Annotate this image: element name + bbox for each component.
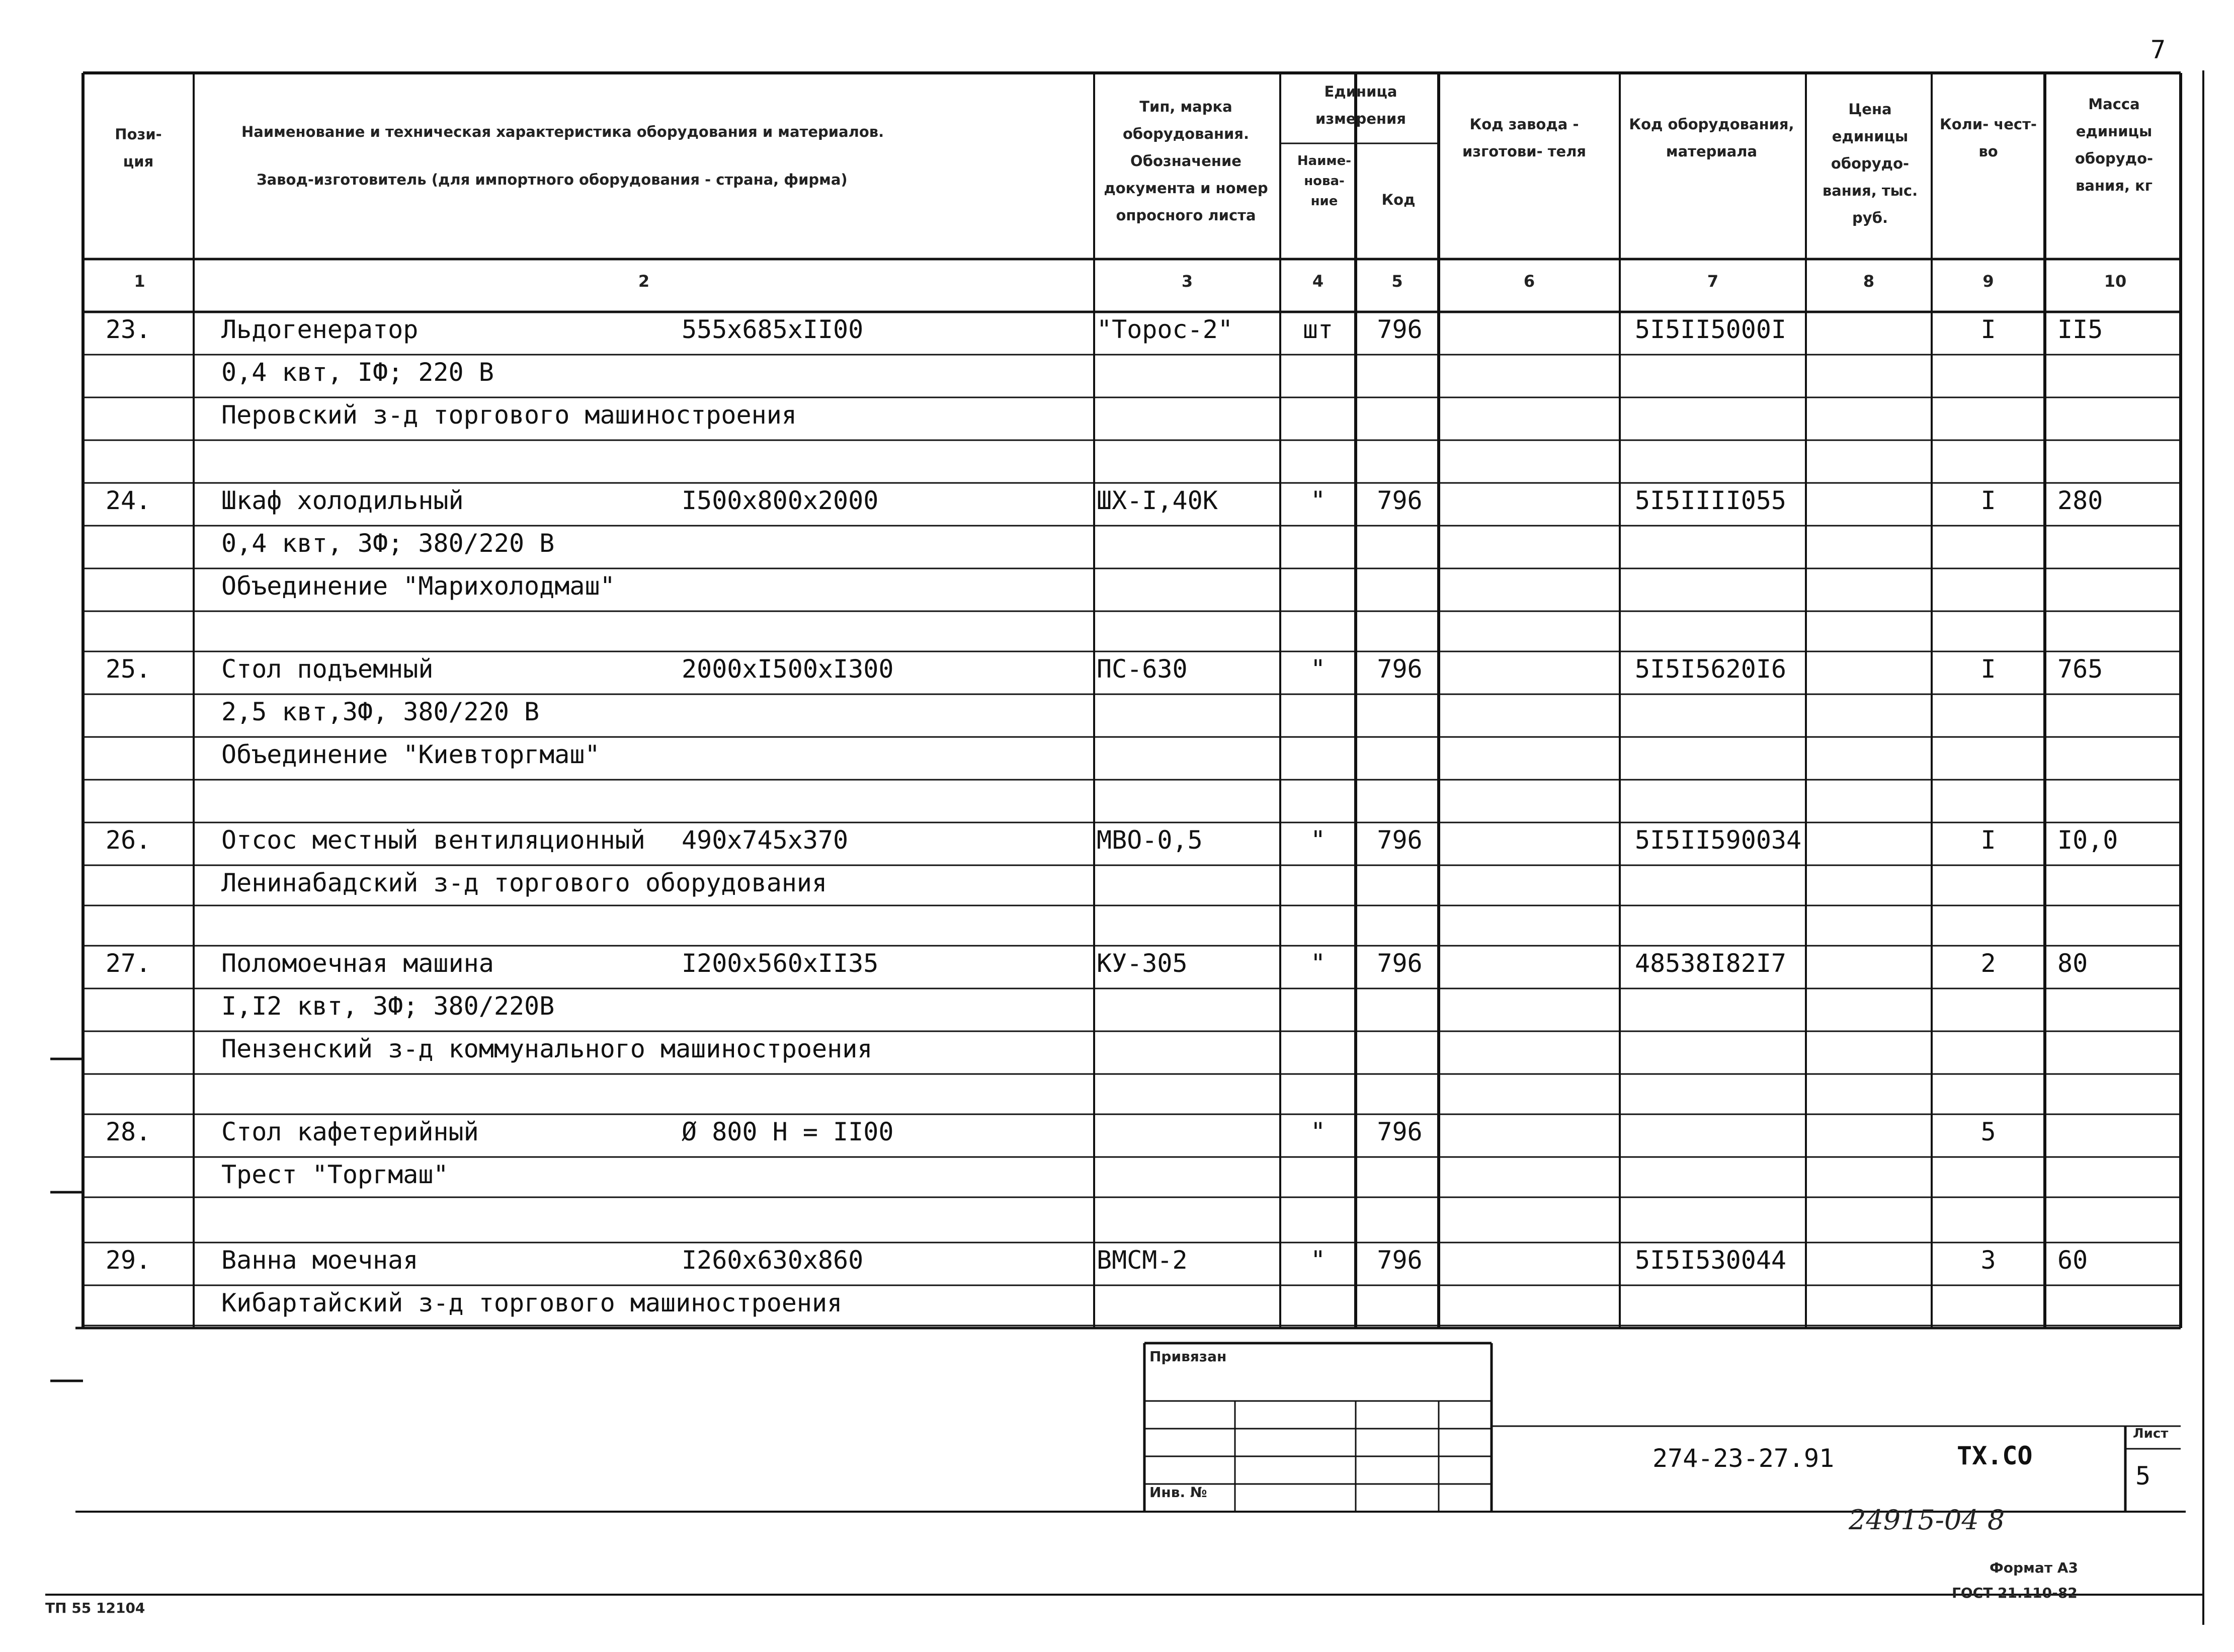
row-type: ПС-630 <box>1097 654 1188 684</box>
header-equipment-code: Код оборудования, материала <box>1629 116 1794 160</box>
tp-number: ТП 55 12104 <box>45 1600 145 1616</box>
col-number-2: 2 <box>638 272 650 291</box>
header-price: Цена единицы оборудо- вания, тыс. руб. <box>1822 101 1918 226</box>
row-name: Объединение "Киевторгмаш" <box>221 740 600 769</box>
row-unit: " <box>1310 825 1326 855</box>
row-dimensions: 555x685xII00 <box>682 315 864 344</box>
row-name: Поломоечная машина <box>221 949 494 978</box>
row-name: I,I2 квт, 3Ф; 380/220В <box>221 992 555 1021</box>
row-name: 2,5 квт,3Ф, 380/220 В <box>221 697 540 726</box>
col-number-1: 1 <box>134 272 145 291</box>
row-position: 26. <box>105 825 151 855</box>
header-name-line2: Завод-изготовитель (для импортного оборудования - страна, фирма) <box>257 171 848 188</box>
row-position: 23. <box>105 315 151 344</box>
row-name: Стол кафетерийный <box>221 1117 479 1146</box>
row-mass: 60 <box>2057 1246 2088 1275</box>
row-unit-code: 796 <box>1377 654 1423 684</box>
row-name: Шкаф холодильный <box>221 486 464 515</box>
row-position: 28. <box>105 1117 151 1146</box>
header-type: Тип, марка оборудования. Обозначение документа и номер опросного листа <box>1104 98 1268 224</box>
row-unit-code: 796 <box>1377 486 1423 515</box>
row-name: Кибартайский з-д торгового машиностроения <box>221 1288 843 1317</box>
row-position: 24. <box>105 486 151 515</box>
row-position: 29. <box>105 1246 151 1275</box>
row-unit: шт <box>1302 315 1334 344</box>
header-name-line1: Наименование и техническая характеристика оборудования и материалов. <box>241 123 884 140</box>
row-position: 27. <box>105 949 151 978</box>
col-number-6: 6 <box>1523 272 1535 291</box>
row-dimensions: Ø 800 Н = II00 <box>682 1117 894 1146</box>
row-unit: " <box>1310 1117 1326 1146</box>
row-unit-code: 796 <box>1377 1117 1423 1146</box>
sheet-label: Лист <box>2133 1426 2169 1441</box>
row-name: Пензенский з-д коммунального машиностроения <box>221 1034 873 1063</box>
row-quantity: I <box>1980 486 1996 515</box>
row-name: Стол подъемный <box>221 654 434 684</box>
stamp-privyazan: Привязан <box>1149 1348 1227 1365</box>
row-dimensions: I260x630x860 <box>682 1246 864 1275</box>
row-quantity: I <box>1980 654 1996 684</box>
row-position: 25. <box>105 654 151 684</box>
stamp-inventory-number: Инв. № <box>1149 1484 1207 1501</box>
row-dimensions: 490x745x370 <box>682 825 849 855</box>
header-unit-group: Единица измерения <box>1315 83 1406 127</box>
row-name: 0,4 квт, 3Ф; 380/220 В <box>221 529 555 558</box>
header-position: Пози- ция <box>115 126 162 170</box>
gost-label: ГОСТ 21.110-82 <box>1952 1585 2078 1601</box>
row-quantity: 5 <box>1980 1117 1996 1146</box>
format-label: Формат А3 <box>1990 1559 2078 1576</box>
sheet-number: 5 <box>2135 1461 2151 1491</box>
document-code: ТХ.СО <box>1957 1441 2033 1470</box>
col-number-10: 10 <box>2104 272 2127 291</box>
header-unit-name: Наиме- нова- ние <box>1297 153 1352 209</box>
col-number-7: 7 <box>1707 272 1719 291</box>
row-name: Перовский з-д торгового машиностроения <box>221 400 797 430</box>
col-number-4: 4 <box>1312 272 1324 291</box>
col-number-3: 3 <box>1181 272 1193 291</box>
row-name: Трест "Торгмаш" <box>221 1160 449 1189</box>
row-equipment-code: 5I5IIII055 <box>1635 486 1787 515</box>
row-name: Льдогенератор <box>221 315 419 344</box>
row-type: МВО-0,5 <box>1097 825 1203 855</box>
row-mass: 765 <box>2057 654 2103 684</box>
row-quantity: I <box>1980 315 1996 344</box>
row-unit: " <box>1310 654 1326 684</box>
col-number-9: 9 <box>1982 272 1994 291</box>
row-equipment-code: 5I5I5620I6 <box>1635 654 1787 684</box>
row-name: 0,4 квт, IФ; 220 В <box>221 358 494 387</box>
corner-sheet-number: 7 <box>2150 35 2166 64</box>
header-quantity: Коли- чест- во <box>1940 116 2037 160</box>
row-unit-code: 796 <box>1377 1246 1423 1275</box>
row-mass: II5 <box>2057 315 2103 344</box>
row-unit-code: 796 <box>1377 949 1423 978</box>
row-unit-code: 796 <box>1377 315 1423 344</box>
row-type: ВМСМ-2 <box>1097 1246 1188 1275</box>
header-factory-code: Код завода - изготови- теля <box>1462 116 1587 160</box>
header-unit-code: Код <box>1381 191 1416 208</box>
row-dimensions: 2000xI500xI300 <box>682 654 894 684</box>
row-unit: " <box>1310 486 1326 515</box>
row-unit: " <box>1310 949 1326 978</box>
row-equipment-code: 5I5I530044 <box>1635 1246 1787 1275</box>
row-mass: I0,0 <box>2057 825 2118 855</box>
row-dimensions: I500x800x2000 <box>682 486 879 515</box>
header-mass: Масса единицы оборудо- вания, кг <box>2075 96 2154 194</box>
col-number-5: 5 <box>1391 272 1403 291</box>
row-dimensions: I200x560xII35 <box>682 949 879 978</box>
row-equipment-code: 5I5II590034 <box>1635 825 1802 855</box>
row-type: "Торос-2" <box>1097 315 1233 344</box>
row-unit: " <box>1310 1246 1326 1275</box>
row-name: Ленинабадский з-д торгового оборудования <box>221 868 828 897</box>
row-equipment-code: 5I5II5000I <box>1635 315 1787 344</box>
row-quantity: I <box>1980 825 1996 855</box>
row-quantity: 2 <box>1980 949 1996 978</box>
document-number: 274-23-27.91 <box>1652 1444 1835 1473</box>
handwritten-number: 24915-04 8 <box>1849 1504 2005 1536</box>
row-equipment-code: 48538I82I7 <box>1635 949 1787 978</box>
row-quantity: 3 <box>1980 1246 1996 1275</box>
row-mass: 280 <box>2057 486 2103 515</box>
row-unit-code: 796 <box>1377 825 1423 855</box>
row-name: Объединение "Марихолодмаш" <box>221 571 615 601</box>
row-mass: 80 <box>2057 949 2088 978</box>
row-type: ШХ-I,40К <box>1097 486 1218 515</box>
col-number-8: 8 <box>1863 272 1875 291</box>
row-name: Ванна моечная <box>221 1246 419 1275</box>
row-name: Отсос местный вентиляционный <box>221 825 645 855</box>
row-type: КУ-305 <box>1097 949 1188 978</box>
